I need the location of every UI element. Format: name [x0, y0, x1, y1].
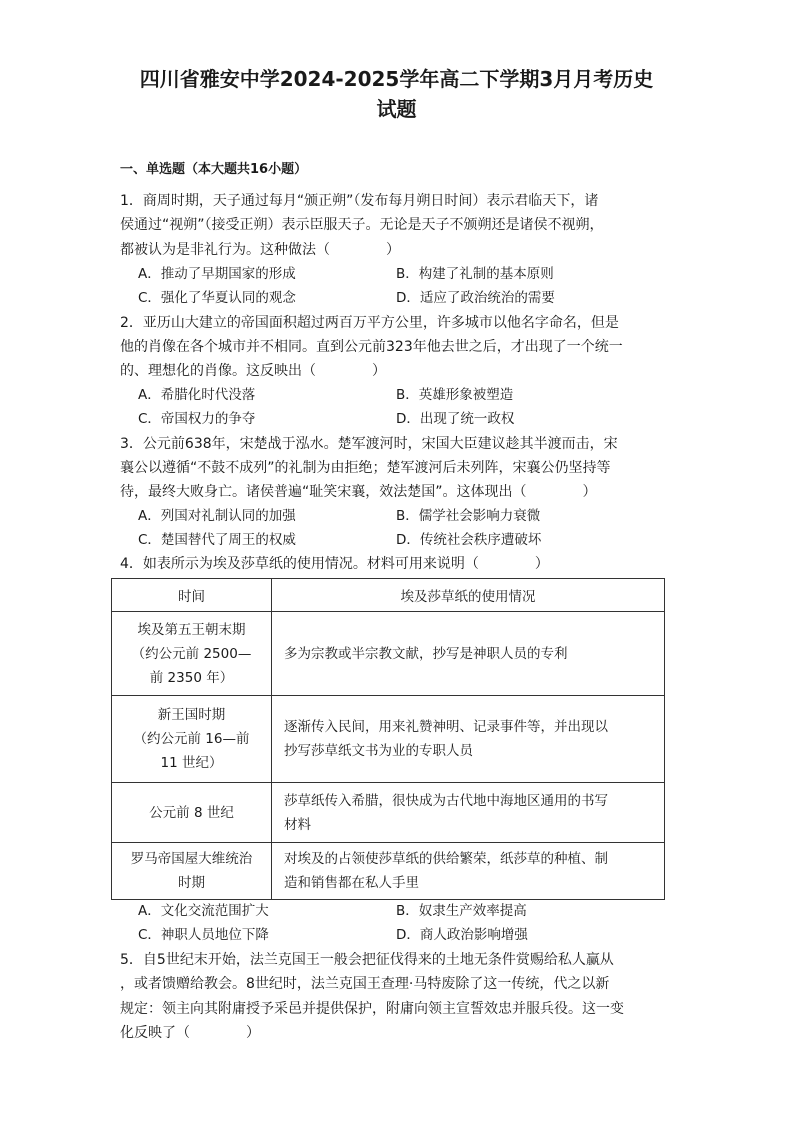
question-1-line-3: 都被认为是非礼行为。这种做法（ ） [120, 242, 400, 258]
question-5-line-1: 5．自5世纪末开始，法兰克国王一般会把征伐得来的土地无条件赏赐给私人赢从 [120, 952, 614, 968]
question-5-line-3: 规定：领主向其附庸授予采邑并提供保护，附庸向领主宣誓效忠并服兵役。这一变 [120, 1001, 624, 1017]
question-4-option-a: A．文化交流范围扩大 [138, 903, 269, 919]
question-2-option-d: D．出现了统一政权 [396, 411, 515, 427]
table-header-row [112, 579, 665, 612]
question-1-option-d: D．适应了政治统治的需要 [396, 290, 555, 306]
table-row [112, 612, 665, 696]
cell-line: 材料 [284, 816, 311, 833]
cell-line: （约公元前 2500— [131, 645, 252, 662]
question-3-option-c: C．楚国替代了周王的权威 [138, 532, 296, 548]
table-cell-usage [272, 612, 665, 696]
question-3-option-d: D．传统社会秩序遭破坏 [396, 532, 542, 548]
table-header-usage: 埃及莎草纸的使用情况 [272, 579, 665, 612]
cell-line: 多为宗教或半宗教文献，抄写是神职人员的专利 [284, 645, 568, 662]
question-3-option-a: A．列国对礼制认同的加强 [138, 508, 296, 524]
table-cell-usage [272, 783, 665, 843]
table-cell-time [112, 783, 272, 843]
question-2-line-2: 他的肖像在各个城市并不相同。直到公元前323年他去世之后，才出现了一个统一 [120, 339, 623, 355]
question-2-option-a: A．希腊化时代没落 [138, 387, 256, 403]
question-3-option-b: B．儒学社会影响力衰微 [396, 508, 541, 524]
question-2-option-c: C．帝国权力的争夺 [138, 411, 256, 427]
question-4-option-c: C．神职人员地位下降 [138, 927, 269, 943]
question-1-option-c: C．强化了华夏认同的观念 [138, 290, 296, 306]
cell-line: 逐渐传入民间，用来礼赞神明、记录事件等，并出现以 [284, 719, 608, 735]
question-3-line-1: 3．公元前638年，宋楚战于泓水。楚军渡河时，宋国大臣建议趁其半渡而击，宋 [120, 436, 618, 452]
table-row [112, 843, 665, 900]
document-title-line-1: 四川省雅安中学2024-2025学年高二下学期3月月考历史 [139, 67, 654, 91]
question-5-line-4: 化反映了（ ） [120, 1025, 260, 1041]
question-4-option-b: B．奴隶生产效率提高 [396, 903, 527, 919]
cell-line: 造和销售都在私人手里 [284, 875, 419, 891]
table-cell-time [112, 612, 272, 696]
question-1-line-2: 侯通过“视朔”（接受正朔）表示臣服天子。无论是天子不颁朔还是诸侯不视朔， [120, 217, 604, 233]
question-1-option-b: B．构建了礼制的基本原则 [396, 266, 554, 282]
question-1-option-a: A．推动了早期国家的形成 [138, 266, 296, 282]
table-cell-time [112, 843, 272, 900]
question-1-line-1: 1．商周时期，天子通过每月“颁正朔”（发布每月朔日时间）表示君临天下，诸 [120, 193, 599, 209]
table-row [112, 696, 665, 783]
papyrus-usage-table [111, 578, 665, 900]
cell-line: 11 世纪） [160, 755, 223, 771]
cell-line: 埃及第五王朝末期 [137, 621, 246, 638]
question-3-line-2: 襄公以遵循“不鼓不成列”的礼制为由拒绝；楚军渡河后未列阵，宋襄公仍坚持等 [120, 460, 611, 476]
cell-line: 莎草纸传入希腊，很快成为古代地中海地区通用的书写 [284, 792, 608, 809]
question-2-line-1: 2．亚历山大建立的帝国面积超过两百万平方公里，许多城市以他名字命名，但是 [120, 315, 619, 331]
cell-line: 抄写莎草纸文书为业的专职人员 [284, 743, 473, 759]
table-row [112, 783, 665, 843]
table-header-time: 时间 [112, 579, 272, 612]
cell-line: 罗马帝国屋大维统治 [130, 851, 253, 867]
table-cell-usage [272, 843, 665, 900]
table-cell-time [112, 696, 272, 783]
cell-line: 公元前 8 世纪 [149, 804, 234, 821]
table-cell-usage [272, 696, 665, 783]
cell-line: 对埃及的占领使莎草纸的供给繁荣，纸莎草的种植、制 [284, 851, 608, 867]
document-title-line-2: 试题 [376, 97, 417, 121]
question-3-line-3: 待，最终大败身亡。诸侯普遍“耻笑宋襄，效法楚国”。这体现出（ ） [120, 484, 597, 500]
section-heading: 一、单选题（本大题共16小题） [120, 162, 308, 177]
cell-line: 前 2350 年） [149, 669, 234, 686]
cell-line: （约公元前 16—前 [133, 731, 250, 747]
question-4-stem: 4．如表所示为埃及莎草纸的使用情况。材料可用来说明（ ） [120, 556, 549, 572]
question-5-line-2: ，或者馈赠给教会。8世纪时，法兰克国王查理·马特废除了这一传统，代之以新 [120, 976, 610, 992]
question-2-line-3: 的、理想化的肖像。这反映出（ ） [120, 363, 386, 379]
cell-line: 新王国时期 [157, 707, 226, 723]
question-4-option-d: D．商人政治影响增强 [396, 927, 528, 943]
question-2-option-b: B．英雄形象被塑造 [396, 387, 514, 403]
cell-line: 时期 [178, 875, 205, 891]
